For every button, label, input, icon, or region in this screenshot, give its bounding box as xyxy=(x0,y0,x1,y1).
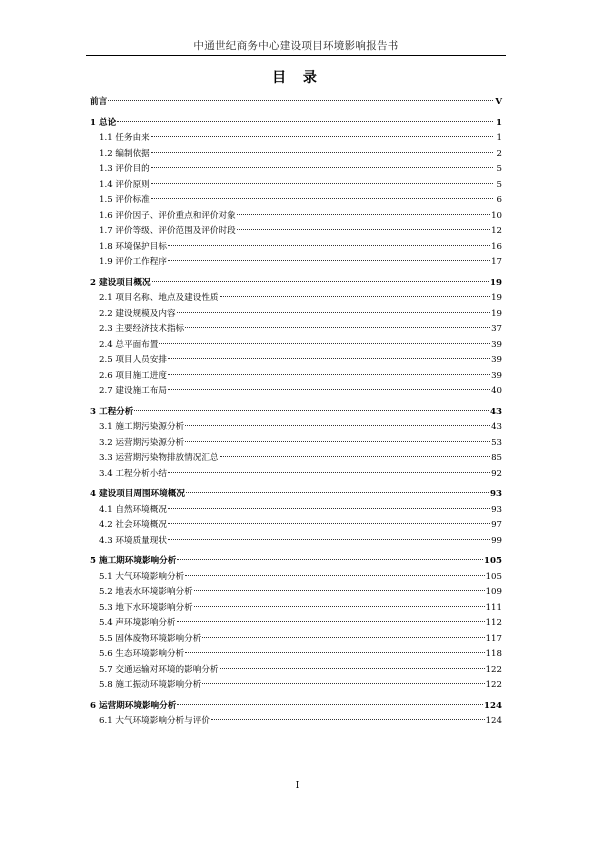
toc-entry-page: 2 xyxy=(496,148,502,159)
toc-entry-page: 10 xyxy=(491,210,502,221)
dot-leader xyxy=(168,472,490,473)
toc-section-entry[interactable] xyxy=(90,420,502,436)
toc-entry-title: 4.3 环境质量现状 xyxy=(99,535,167,546)
toc-entry-title: 4 建设项目周围环境概况 xyxy=(90,489,185,499)
toc-section-entry[interactable] xyxy=(90,601,502,617)
toc-entry-title: 6.1 大气环境影响分析与评价 xyxy=(99,716,210,726)
dot-leader xyxy=(220,296,491,297)
toc-entry-title: 1 总论 xyxy=(90,117,117,128)
toc-section-entry[interactable] xyxy=(90,147,502,163)
toc-entry-title: 前言 xyxy=(90,97,108,107)
toc-entry-page: 112 xyxy=(485,618,502,628)
toc-section-entry[interactable] xyxy=(90,714,502,730)
toc-entry-title: 1.6 评价因子、评价重点和评价对象 xyxy=(99,210,236,221)
dot-leader xyxy=(220,456,491,457)
dot-leader xyxy=(177,704,483,705)
dot-leader xyxy=(237,229,490,230)
dot-leader xyxy=(159,343,490,344)
dot-leader xyxy=(202,637,484,638)
toc-section-entry[interactable] xyxy=(90,131,502,147)
toc-section-entry[interactable] xyxy=(90,209,502,225)
toc-entry-page: 124 xyxy=(484,700,502,711)
dot-leader xyxy=(177,312,491,313)
toc-entry-page: 122 xyxy=(485,664,502,675)
header-divider xyxy=(86,55,506,56)
dot-leader xyxy=(168,358,490,359)
toc-entry-title: 5.4 声环境影响分析 xyxy=(99,618,176,628)
toc-entry-title: 2.7 建设施工布局 xyxy=(99,386,167,396)
toc-entry-page: 105 xyxy=(485,571,502,582)
toc-chapter-entry[interactable] xyxy=(90,95,502,111)
dot-leader xyxy=(202,683,484,684)
dot-leader xyxy=(185,327,490,328)
dot-leader xyxy=(194,606,485,607)
toc-entry-page: V xyxy=(495,97,502,107)
toc-entry-page: 124 xyxy=(485,716,502,726)
toc-entry-page: 92 xyxy=(491,468,502,479)
toc-entry-page: 93 xyxy=(490,489,502,499)
dot-leader xyxy=(134,410,489,411)
toc-entry-page: 17 xyxy=(491,257,502,267)
toc-entry-page: 105 xyxy=(484,556,502,566)
dot-leader xyxy=(117,121,493,122)
toc-entry-page: 118 xyxy=(485,649,502,659)
toc-entry-page: 19 xyxy=(491,293,502,303)
toc-entry-page: 99 xyxy=(491,535,502,546)
dot-leader xyxy=(186,492,489,493)
toc-section-entry[interactable] xyxy=(90,384,502,400)
toc-entry-title: 1.9 评价工作程序 xyxy=(99,257,167,267)
toc-section-entry[interactable] xyxy=(90,467,502,483)
dot-leader xyxy=(168,508,490,509)
toc-entry-title: 2 建设项目概况 xyxy=(90,277,151,288)
dot-leader xyxy=(168,260,490,261)
toc-entry-title: 1.4 评价原则 xyxy=(99,179,150,190)
toc-entry-page: 111 xyxy=(485,602,502,613)
toc-entry-title: 2.4 总平面布置 xyxy=(99,339,159,350)
toc-entry-page: 39 xyxy=(491,370,502,381)
toc-section-entry[interactable] xyxy=(90,338,502,354)
toc-chapter-entry[interactable] xyxy=(90,699,502,715)
running-header: 中通世纪商务中心建设项目环境影响报告书 xyxy=(193,40,399,52)
toc-section-entry[interactable] xyxy=(90,451,502,467)
dot-leader xyxy=(194,590,485,591)
toc-entry-page: 12 xyxy=(491,226,502,236)
toc-entry-page: 1 xyxy=(496,117,502,128)
dot-leader xyxy=(151,198,493,199)
toc-entry-page: 5 xyxy=(496,164,502,174)
toc-entry-title: 1.8 环境保护目标 xyxy=(99,241,167,252)
toc-section-entry[interactable] xyxy=(90,193,502,209)
toc-entry-page: 37 xyxy=(491,324,502,334)
dot-leader xyxy=(185,441,490,442)
toc-entry-title: 5 施工期环境影响分析 xyxy=(90,556,177,566)
toc-entry-title: 1.5 评价标准 xyxy=(99,195,150,205)
toc-entry-page: 16 xyxy=(491,241,502,252)
toc-entry-page: 109 xyxy=(485,587,502,597)
dot-leader xyxy=(177,559,483,560)
toc-section-entry[interactable] xyxy=(90,518,502,534)
toc-chapter-entry[interactable] xyxy=(90,554,502,570)
page-number: I xyxy=(295,781,300,791)
toc-section-entry[interactable] xyxy=(90,255,502,271)
toc-section-entry[interactable] xyxy=(90,162,502,178)
dot-leader xyxy=(151,152,493,153)
dot-leader xyxy=(185,425,490,426)
dot-leader xyxy=(211,719,485,720)
dot-leader xyxy=(151,136,493,137)
toc-chapter-entry[interactable] xyxy=(90,276,502,292)
toc-entry-page: 85 xyxy=(491,453,502,463)
toc-section-entry[interactable] xyxy=(90,678,502,694)
dot-leader xyxy=(168,374,490,375)
toc-entry-title: 4.2 社会环境概况 xyxy=(99,520,167,530)
toc-entry-title: 2.5 项目人员安排 xyxy=(99,355,167,365)
toc-entry-title: 5.2 地表水环境影响分析 xyxy=(99,587,193,597)
toc-entry-page: 5 xyxy=(496,179,502,190)
toc-entry-page: 43 xyxy=(491,422,502,432)
toc-section-entry[interactable] xyxy=(90,534,502,550)
dot-leader xyxy=(168,523,490,524)
dot-leader xyxy=(108,100,493,101)
toc-entry-title: 4.1 自然环境概况 xyxy=(99,504,167,515)
toc-section-entry[interactable] xyxy=(90,585,502,601)
toc-entry-page: 19 xyxy=(490,277,502,288)
page-title: 目 录 xyxy=(272,70,323,86)
dot-leader xyxy=(177,621,485,622)
dot-leader xyxy=(185,575,484,576)
toc-entry-page: 43 xyxy=(490,406,502,417)
toc-section-entry[interactable] xyxy=(90,322,502,338)
toc-entry-title: 1.7 评价等级、评价范围及评价时段 xyxy=(99,226,236,236)
dot-leader xyxy=(151,167,493,168)
toc-section-entry[interactable] xyxy=(90,240,502,256)
table-of-contents xyxy=(90,95,502,730)
toc-entry-title: 3.1 施工期污染源分析 xyxy=(99,422,185,432)
toc-entry-title: 3.3 运营期污染物排放情况汇总 xyxy=(99,453,219,463)
toc-entry-title: 2.6 项目施工进度 xyxy=(99,370,167,381)
toc-entry-title: 5.6 生态环境影响分析 xyxy=(99,649,185,659)
toc-entry-title: 6 运营期环境影响分析 xyxy=(90,700,177,711)
toc-section-entry[interactable] xyxy=(90,307,502,323)
toc-section-entry[interactable] xyxy=(90,503,502,519)
toc-entry-title: 2.3 主要经济技术指标 xyxy=(99,324,185,334)
toc-section-entry[interactable] xyxy=(90,353,502,369)
toc-entry-title: 1.2 编制依据 xyxy=(99,148,150,159)
toc-entry-page: 1 xyxy=(496,133,502,143)
toc-entry-title: 5.3 地下水环境影响分析 xyxy=(99,602,193,613)
dot-leader xyxy=(168,539,490,540)
toc-section-entry[interactable] xyxy=(90,224,502,240)
toc-entry-page: 97 xyxy=(491,520,502,530)
toc-entry-page: 19 xyxy=(491,308,502,319)
dot-leader xyxy=(220,668,485,669)
toc-section-entry[interactable] xyxy=(90,632,502,648)
dot-leader xyxy=(168,389,490,390)
toc-section-entry[interactable] xyxy=(90,570,502,586)
toc-section-entry[interactable] xyxy=(90,616,502,632)
toc-entry-title: 2.1 项目名称、地点及建设性质 xyxy=(99,293,219,303)
toc-entry-page: 39 xyxy=(491,339,502,350)
toc-entry-title: 5.8 施工振动环境影响分析 xyxy=(99,680,202,690)
toc-chapter-entry[interactable] xyxy=(90,405,502,421)
toc-entry-title: 3 工程分析 xyxy=(90,406,134,417)
toc-entry-page: 53 xyxy=(491,437,502,448)
toc-entry-title: 5.5 固体废物环境影响分析 xyxy=(99,633,202,644)
toc-entry-title: 1.3 评价目的 xyxy=(99,164,150,174)
toc-chapter-entry[interactable] xyxy=(90,487,502,503)
toc-section-entry[interactable] xyxy=(90,647,502,663)
toc-entry-page: 6 xyxy=(496,195,502,205)
toc-entry-page: 117 xyxy=(485,633,502,644)
toc-entry-title: 2.2 建设规模及内容 xyxy=(99,308,176,319)
dot-leader xyxy=(185,652,484,653)
dot-leader xyxy=(168,245,490,246)
toc-entry-page: 40 xyxy=(491,386,502,396)
dot-leader xyxy=(151,183,493,184)
toc-entry-page: 93 xyxy=(491,504,502,515)
toc-entry-title: 5.7 交通运输对环境的影响分析 xyxy=(99,664,219,675)
toc-section-entry[interactable] xyxy=(90,369,502,385)
toc-section-entry[interactable] xyxy=(90,436,502,452)
toc-entry-title: 1.1 任务由来 xyxy=(99,133,150,143)
dot-leader xyxy=(237,214,490,215)
dot-leader xyxy=(152,281,489,282)
toc-entry-title: 3.2 运营期污染源分析 xyxy=(99,437,185,448)
toc-chapter-entry[interactable] xyxy=(90,116,502,132)
toc-section-entry[interactable] xyxy=(90,291,502,307)
toc-entry-page: 122 xyxy=(485,680,502,690)
toc-entry-title: 5.1 大气环境影响分析 xyxy=(99,571,185,582)
toc-section-entry[interactable] xyxy=(90,663,502,679)
toc-entry-page: 39 xyxy=(491,355,502,365)
toc-section-entry[interactable] xyxy=(90,178,502,194)
toc-entry-title: 3.4 工程分析小结 xyxy=(99,468,167,479)
